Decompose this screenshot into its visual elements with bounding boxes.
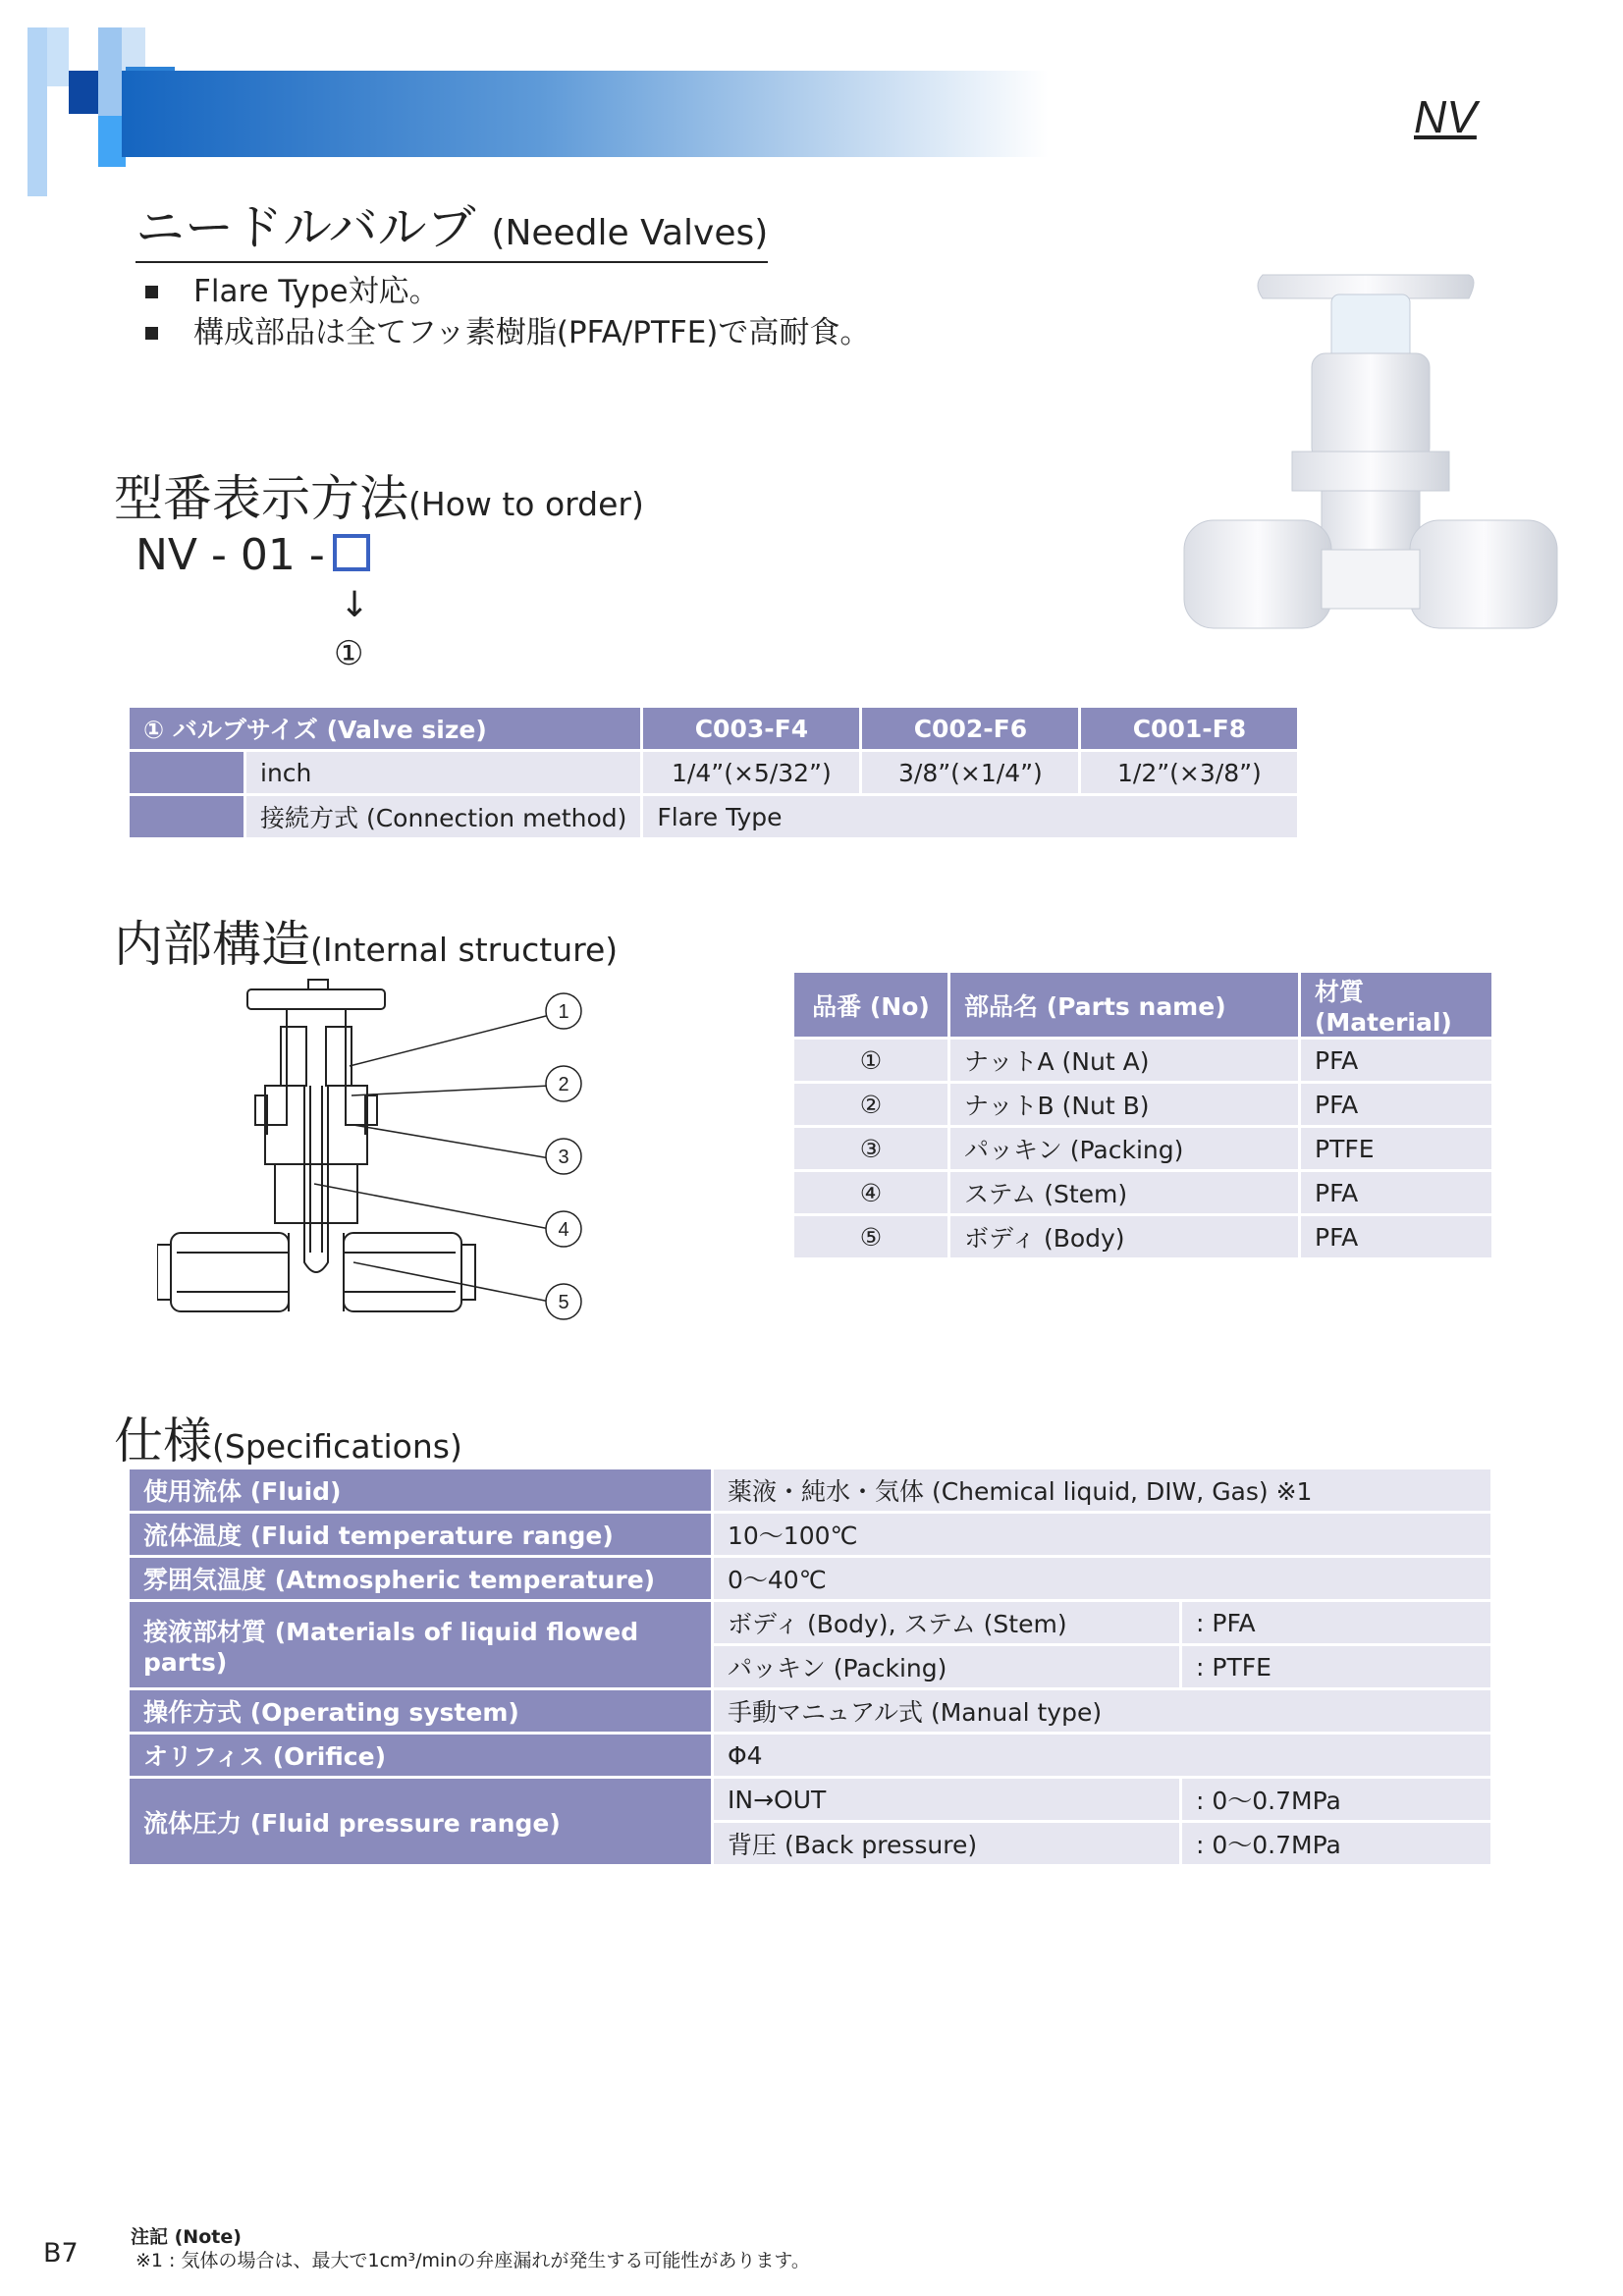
specifications-table [127, 1467, 1493, 1867]
table-row [130, 796, 1297, 837]
table-row [794, 973, 1491, 1037]
bullet-icon [145, 286, 158, 298]
table-row [130, 1469, 1490, 1511]
table-row [794, 1128, 1491, 1169]
inch-value: 1/4”(×5/32”) [643, 752, 859, 793]
spec-label: 雰囲気温度 (Atmospheric temperature) [130, 1558, 711, 1599]
callout-4: 4 [558, 1219, 569, 1241]
spec-label: 流体温度 (Fluid temperature range) [130, 1514, 711, 1555]
down-arrow-icon: ↓ [340, 585, 370, 625]
table-cell: PFA [1301, 1040, 1491, 1081]
table-cell: ボディ (Body) [950, 1216, 1298, 1257]
internal-structure-diagram [157, 978, 609, 1331]
row-spacer [130, 796, 243, 837]
spec-value: : PTFE [1182, 1646, 1490, 1687]
spec-value: 背圧 (Back pressure) [714, 1823, 1179, 1864]
table-row [130, 708, 1297, 749]
inch-value: 1/2”(×3/8”) [1081, 752, 1297, 793]
table-row [130, 1514, 1490, 1555]
spec-value: Φ4 [714, 1735, 1490, 1776]
callout-2: 2 [558, 1074, 569, 1095]
table-cell: PTFE [1301, 1128, 1491, 1169]
table-cell: PFA [1301, 1216, 1491, 1257]
page-number: B7 [43, 2238, 79, 2269]
table-row [130, 1735, 1490, 1776]
table-cell: ④ [794, 1172, 947, 1213]
size-col-header: C002-F6 [862, 708, 1078, 749]
table-cell: ナットB (Nut B) [950, 1084, 1298, 1125]
title-ja: ニードルバルブ [135, 199, 476, 256]
table-row [130, 752, 1297, 793]
connection-label: 接続方式 (Connection method) [246, 796, 640, 837]
table-cell: ⑤ [794, 1216, 947, 1257]
table-row [130, 1779, 1490, 1820]
parts-col-header: 品番 (No) [794, 973, 947, 1037]
spec-value: 薬液・純水・気体 (Chemical liquid, DIW, Gas) ※1 [714, 1469, 1490, 1511]
bullet-icon [145, 327, 158, 340]
table-cell: パッキン (Packing) [950, 1128, 1298, 1169]
table-cell: (How to order) [408, 485, 644, 523]
table-row [794, 1216, 1491, 1257]
note-text: ※1 : 気体の場合は、最大で1cm³/minの弁座漏れが発生する可能性があります。 [135, 2250, 810, 2271]
parts-col-header: 材質 (Material) [1301, 973, 1491, 1037]
table-cell: (Specifications) [212, 1427, 462, 1466]
size-header-label: ① バルブサイズ (Valve size) [130, 708, 640, 749]
series-code: NV [1414, 91, 1477, 142]
spec-label: 操作方式 (Operating system) [130, 1690, 711, 1732]
spec-value: : PFA [1182, 1602, 1490, 1643]
valve-size-table [127, 705, 1300, 840]
table-cell: (Internal structure) [310, 931, 619, 969]
table-cell: ① [794, 1040, 947, 1081]
spec-value: 10～100℃ [714, 1514, 1490, 1555]
spec-label: オリフィス (Orifice) [130, 1735, 711, 1776]
product-photo [1174, 255, 1567, 667]
size-col-header: C003-F4 [643, 708, 859, 749]
model-number: NV - 01 - [135, 530, 370, 580]
how-to-order-heading [114, 459, 644, 530]
table-cell: PFA [1301, 1172, 1491, 1213]
spec-value: ボディ (Body), ステム (Stem) [714, 1602, 1179, 1643]
table-cell: ③ [794, 1128, 947, 1169]
connection-value: Flare Type [643, 796, 1297, 837]
feature-item: 構成部品は全てフッ素樹脂(PFA/PTFE)で高耐食。 [145, 312, 870, 353]
spec-label: 使用流体 (Fluid) [130, 1469, 711, 1511]
spec-label: 接液部材質 (Materials of liquid flowed parts) [130, 1602, 711, 1687]
table-cell: 仕様 [114, 1413, 212, 1469]
table-row [794, 1084, 1491, 1125]
note-title: 注記 (Note) [131, 2226, 242, 2248]
specifications-heading [114, 1402, 462, 1472]
table-cell: 内部構造 [114, 916, 310, 973]
table-cell: ナットA (Nut A) [950, 1040, 1298, 1081]
spec-value: IN→OUT [714, 1779, 1179, 1820]
table-row [130, 1602, 1490, 1643]
table-cell: PFA [1301, 1084, 1491, 1125]
table-row [130, 1558, 1490, 1599]
table-cell: 型番表示方法 [114, 470, 408, 527]
table-row [794, 1172, 1491, 1213]
parts-table [791, 970, 1494, 1260]
size-col-header: C001-F8 [1081, 708, 1297, 749]
callout-3: 3 [558, 1147, 569, 1168]
table-cell: ステム (Stem) [950, 1172, 1298, 1213]
option-marker: ① [334, 634, 364, 673]
spec-value: 0～40℃ [714, 1558, 1490, 1599]
row-spacer [130, 752, 243, 793]
parts-col-header: 部品名 (Parts name) [950, 973, 1298, 1037]
spec-value: パッキン (Packing) [714, 1646, 1179, 1687]
table-cell: ② [794, 1084, 947, 1125]
option-box-icon [333, 534, 370, 571]
table-row [794, 1040, 1491, 1081]
feature-list [145, 271, 870, 353]
spec-value: 手動マニュアル式 (Manual type) [714, 1690, 1490, 1732]
spec-label: 流体圧力 (Fluid pressure range) [130, 1779, 711, 1864]
spec-value: : 0～0.7MPa [1182, 1823, 1490, 1864]
header-banner [27, 27, 1049, 196]
callout-5: 5 [558, 1292, 569, 1313]
page-title [135, 188, 768, 263]
inch-value: 3/8”(×1/4”) [862, 752, 1078, 793]
table-row [130, 1690, 1490, 1732]
title-en: (Needle Valves) [491, 213, 769, 253]
inch-label: inch [246, 752, 640, 793]
spec-value: : 0～0.7MPa [1182, 1779, 1490, 1820]
callout-1: 1 [558, 1001, 569, 1023]
internal-structure-heading [114, 905, 618, 976]
feature-item: Flare Type対応。 [145, 271, 870, 312]
